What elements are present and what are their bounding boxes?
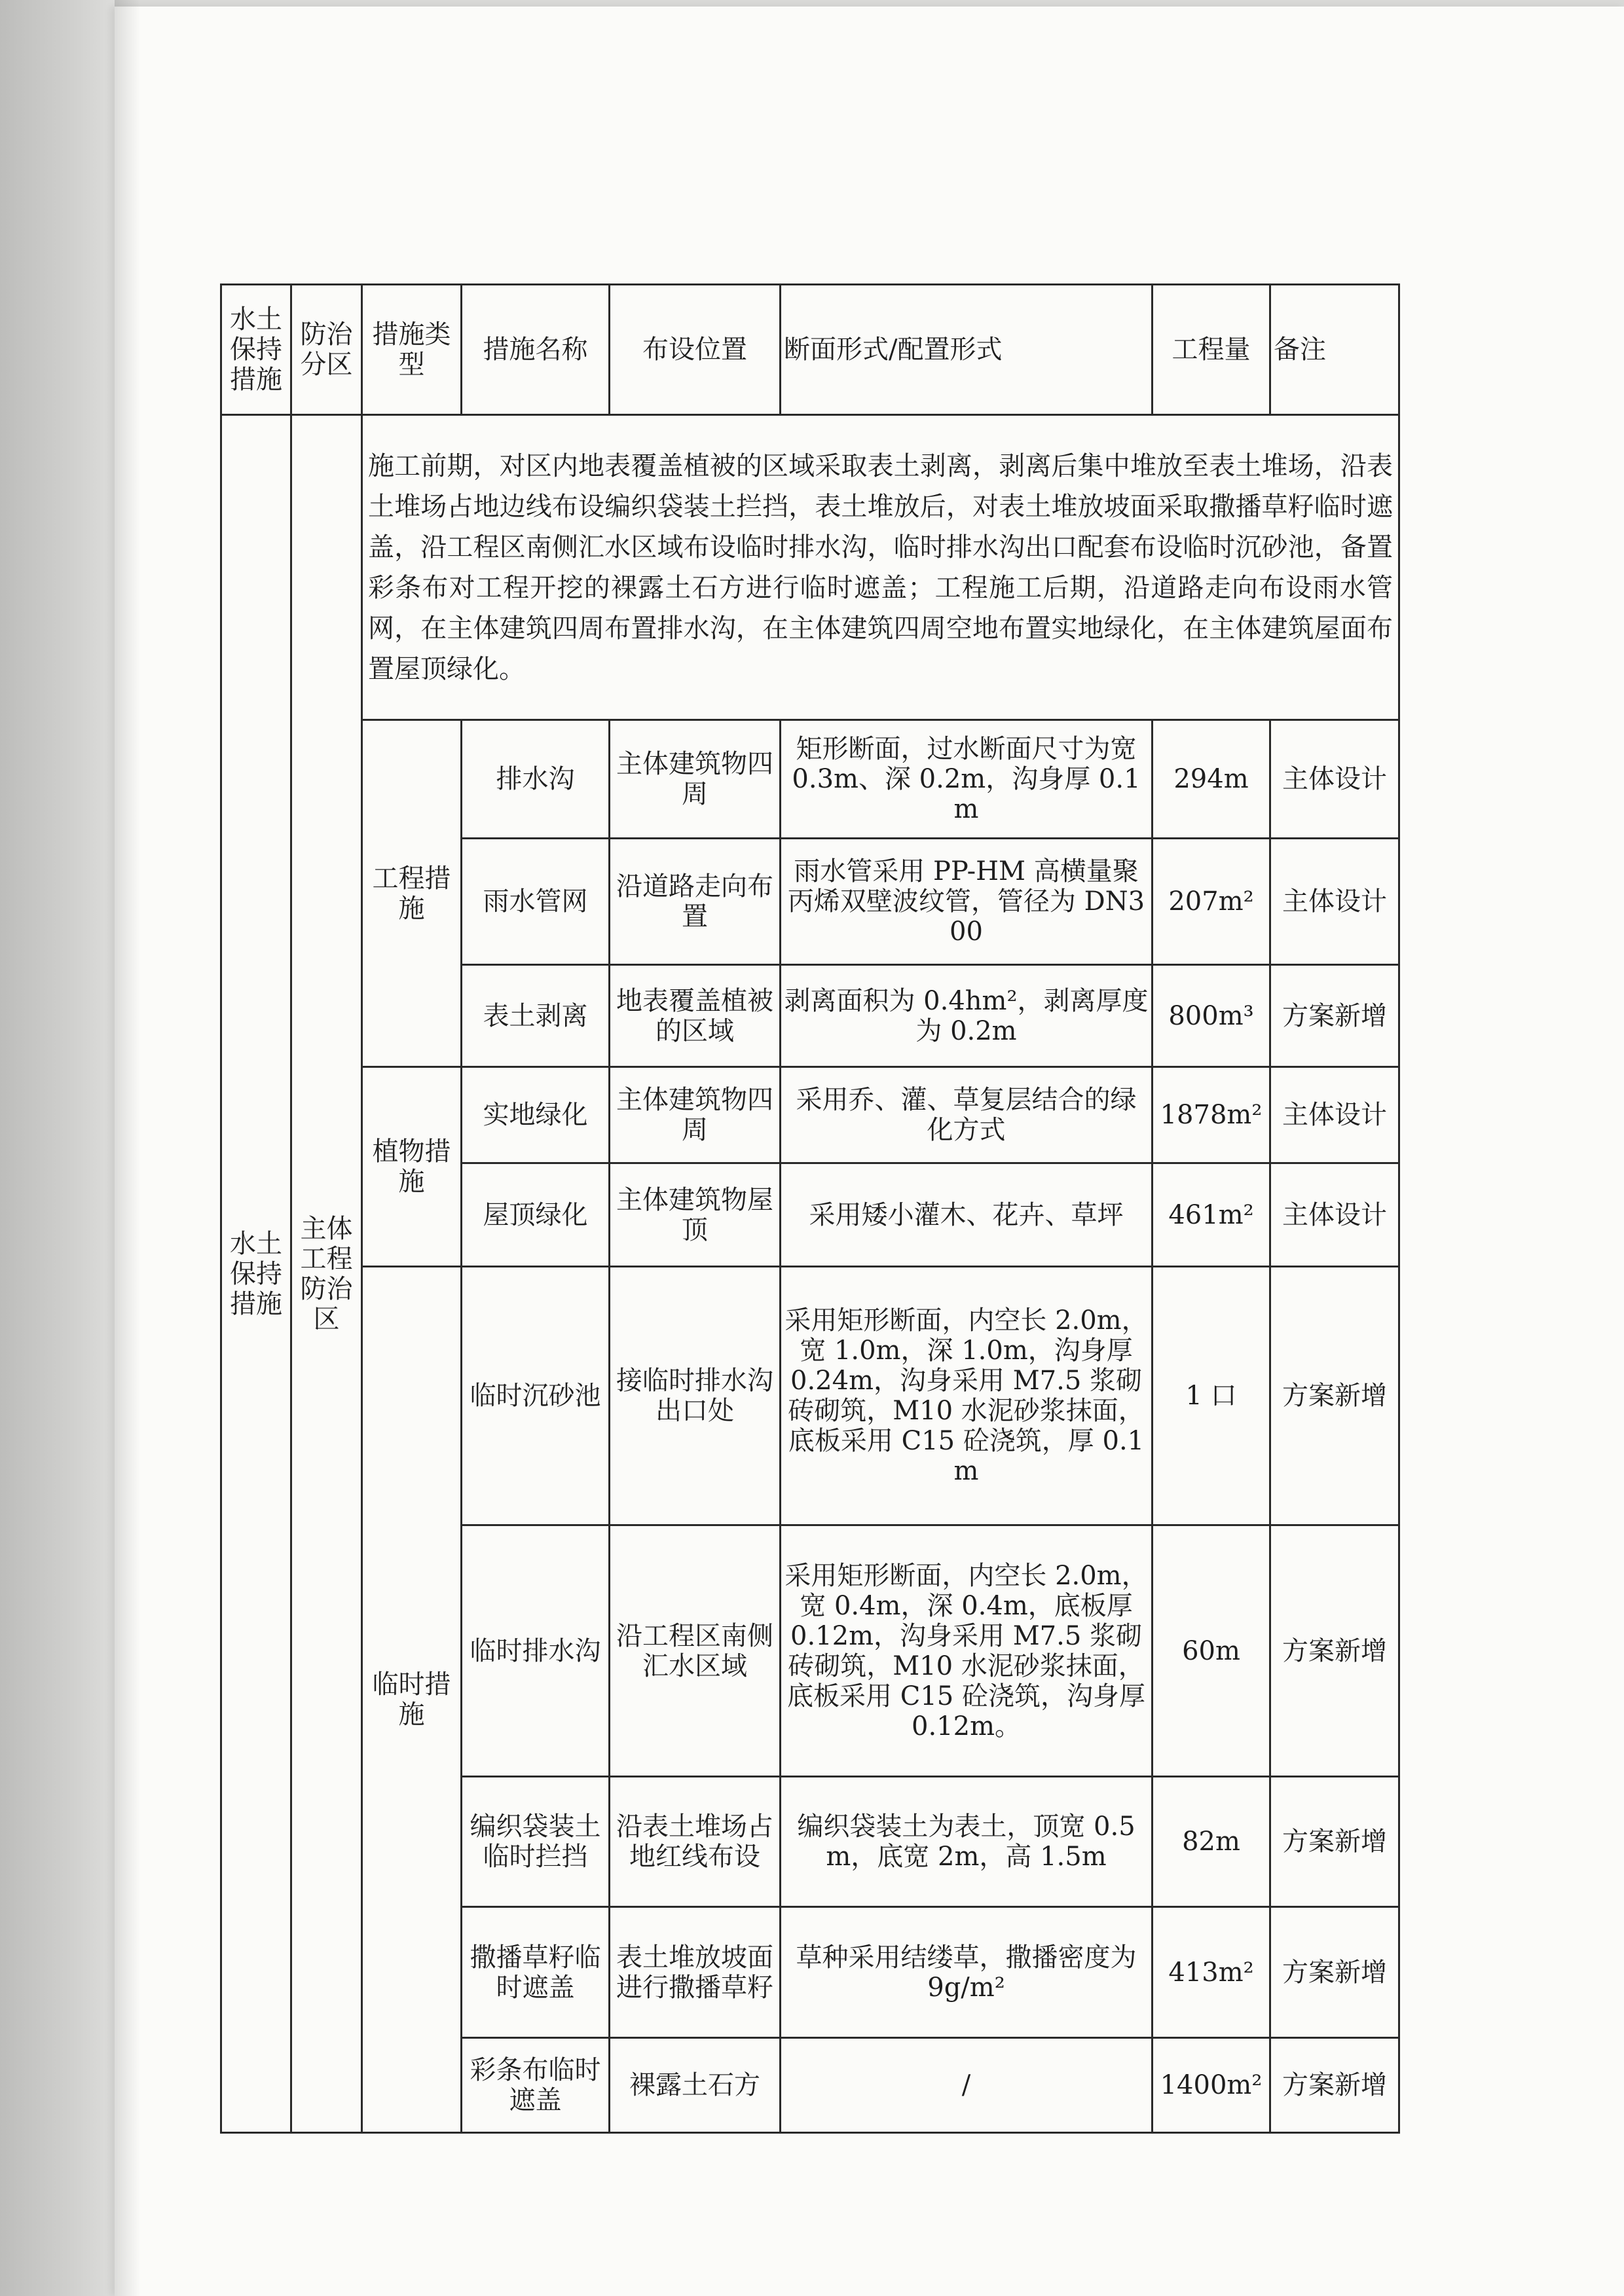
measure-quantity: 1 口 [1153,1267,1270,1525]
measure-note: 主体设计 [1270,1067,1399,1163]
table-row [221,1267,1399,1525]
measure-name: 临时沉砂池 [462,1267,610,1525]
measure-quantity: 461m² [1153,1163,1270,1267]
header-form: 断面形式/配置形式 [781,285,1153,415]
measure-name: 排水沟 [462,720,610,839]
measure-quantity: 800m³ [1153,965,1270,1067]
measure-location: 主体建筑物四周 [610,1067,781,1163]
measure-quantity: 1878m² [1153,1067,1270,1163]
measure-quantity: 294m [1153,720,1270,839]
measure-location: 接临时排水沟出口处 [610,1267,781,1525]
soil-water-measures-table [220,283,1400,2134]
measure-location: 沿道路走向布置 [610,839,781,965]
measure-location: 裸露土石方 [610,2038,781,2133]
header-zone: 防治分区 [291,285,362,415]
zone-cell: 主体工程防治区 [291,415,362,2133]
measure-name: 撒播草籽临时遮盖 [462,1907,610,2038]
measure-form: 矩形断面，过水断面尺寸为宽 0.3m、深 0.2m，沟身厚 0.1m [781,720,1153,839]
measure-location: 主体建筑物四周 [610,720,781,839]
measure-note: 方案新增 [1270,1267,1399,1525]
measure-name: 彩条布临时遮盖 [462,2038,610,2133]
measure-name: 临时排水沟 [462,1525,610,1777]
measure-location: 沿工程区南侧汇水区域 [610,1525,781,1777]
measure-note: 方案新增 [1270,1525,1399,1777]
measure-note: 方案新增 [1270,1777,1399,1907]
measure-note: 方案新增 [1270,965,1399,1067]
header-type: 措施类型 [362,285,462,415]
measure-location: 沿表土堆场占地红线布设 [610,1777,781,1907]
measure-form: 剥离面积为 0.4hm²，剥离厚度为 0.2m [781,965,1153,1067]
measure-form: 采用乔、灌、草复层结合的绿化方式 [781,1067,1153,1163]
measure-quantity: 60m [1153,1525,1270,1777]
measure-name: 实地绿化 [462,1067,610,1163]
measure-form: / [781,2038,1153,2133]
measure-name: 屋顶绿化 [462,1163,610,1267]
measure-form: 编织袋装土为表土，顶宽 0.5m，底宽 2m，高 1.5m [781,1777,1153,1907]
header-name: 措施名称 [462,285,610,415]
measure-name: 表土剥离 [462,965,610,1067]
measure-note: 方案新增 [1270,1907,1399,2038]
header-category: 水土保持措施 [221,285,291,415]
measure-form: 采用矩形断面，内空长 2.0m，宽 0.4m，深 0.4m，底板厚 0.12m，沟身采用 M7.5 浆砌砖砌筑，M10 水泥砂浆抹面，底板采用 C15 砼浇筑，沟身厚 0.12m。 [781,1525,1153,1777]
measure-form: 采用矩形断面，内空长 2.0m，宽 1.0m，深 1.0m，沟身厚 0.24m，沟身采用 M7.5 浆砌砖砌筑，M10 水泥砂浆抹面，底板采用 C15 砼浇筑，厚 0.1m [781,1267,1153,1525]
measure-form: 采用矮小灌木、花卉、草坪 [781,1163,1153,1267]
measure-note: 主体设计 [1270,720,1399,839]
scan-binding-edge [0,0,115,2296]
header-location: 布设位置 [610,285,781,415]
measure-note: 主体设计 [1270,839,1399,965]
measure-name: 雨水管网 [462,839,610,965]
measure-location: 表土堆放坡面进行撒播草籽 [610,1907,781,2038]
measure-quantity: 82m [1153,1777,1270,1907]
header-quantity: 工程量 [1153,285,1270,415]
measure-location: 地表覆盖植被的区域 [610,965,781,1067]
category-cell: 水土保持措施 [221,415,291,2133]
measure-name: 编织袋装土临时拦挡 [462,1777,610,1907]
measure-type-cell: 工程措施 [362,720,462,1067]
measure-note: 方案新增 [1270,2038,1399,2133]
measure-quantity: 207m² [1153,839,1270,965]
measure-form: 雨水管采用 PP-HM 高横量聚丙烯双壁波纹管，管径为 DN300 [781,839,1153,965]
measure-form: 草种采用结缕草，撒播密度为 9g/m² [781,1907,1153,2038]
measure-quantity: 413m² [1153,1907,1270,2038]
header-note: 备注 [1270,285,1399,415]
header-row [221,285,1399,415]
description-row [221,415,1399,720]
table-row [221,720,1399,839]
table-row [221,1067,1399,1163]
measure-type-cell: 植物措施 [362,1067,462,1267]
description-text: 施工前期，对区内地表覆盖植被的区域采取表土剥离，剥离后集中堆放至表土堆场，沿表土堆场占地边线布设编织袋装土拦挡，表土堆放后，对表土堆放坡面采取撒播草籽临时遮盖，沿工程区南侧汇水区域布设临时排水沟，临时排水沟出口配套布设临时沉砂池，备置彩条布对工程开挖的裸露土石方进行临时遮盖；工程施工后期，沿道路走向布设雨水管网，在主体建筑四周布置排水沟，在主体建筑四周空地布置实地绿化，在主体建筑屋面布置屋顶绿化。 [362,415,1399,720]
measure-location: 主体建筑物屋顶 [610,1163,781,1267]
measure-quantity: 1400m² [1153,2038,1270,2133]
measure-type-cell: 临时措施 [362,1267,462,2133]
measure-note: 主体设计 [1270,1163,1399,1267]
